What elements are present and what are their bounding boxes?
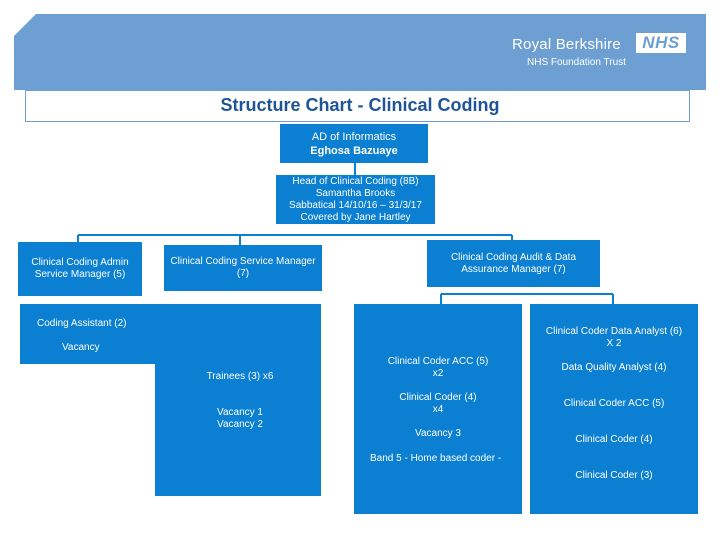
coder-acc-5-line2: x2 [432, 368, 444, 379]
head-name: Samantha Brooks [315, 187, 396, 199]
right-coder-4-label: Clinical Coder (4) [575, 434, 653, 445]
data-analyst-line1: Clinical Coder Data Analyst (6) [545, 326, 683, 337]
trainee-vacancy-2: Vacancy 2 [217, 419, 263, 430]
service-manager-box [164, 245, 322, 291]
coder-4-label [360, 392, 516, 416]
ad-role: AD of Informatics [311, 130, 397, 143]
vacancy-3-label: Vacancy 3 [415, 428, 461, 439]
head-cover: Covered by Jane Hartley [300, 211, 411, 223]
org-name: Royal Berkshire [512, 36, 621, 53]
trainee-vacancy-1: Vacancy 1 [217, 407, 263, 418]
audit-manager-box [427, 240, 600, 287]
admin-service-manager-box [18, 242, 142, 296]
head-sabbatical: Sabbatical 14/10/16 – 31/3/17 [289, 199, 422, 211]
band-5-label: Band 5 - Home based coder - [370, 453, 502, 464]
head-of-clinical-coding-box [276, 175, 435, 224]
nhs-logo-badge: NHS [636, 33, 686, 53]
dq-analyst-label: Data Quality Analyst (4) [561, 362, 667, 373]
coding-assistant-block [20, 304, 321, 364]
admin-manager-line2: Service Manager (5) [34, 269, 126, 280]
head-title: Head of Clinical Coding (8B) [292, 175, 419, 187]
org-subtitle: NHS Foundation Trust [527, 57, 626, 68]
coder-acc-5-line1: Clinical Coder ACC (5) [387, 356, 489, 367]
trainees-label: Trainees (3) x6 [206, 371, 274, 382]
coding-assistant-label: Coding Assistant (2) [37, 318, 127, 329]
audit-manager-line1: Clinical Coding Audit & Data [450, 251, 577, 263]
coder-4-line1: Clinical Coder (4) [399, 392, 477, 403]
coder-4-line2: x4 [432, 404, 444, 415]
data-analyst-line2: X 2 [606, 338, 622, 349]
right-coder-acc-label: Clinical Coder ACC (5) [563, 398, 665, 409]
service-manager-line2: (7) [236, 268, 250, 279]
audit-manager-line2: Assurance Manager (7) [461, 263, 566, 275]
admin-manager-line1: Clinical Coding Admin [31, 257, 129, 268]
coder-acc-5-label [360, 356, 516, 380]
data-analyst-label [532, 326, 696, 350]
service-manager-line1: Clinical Coding Service Manager [170, 256, 316, 267]
right-coder-3-label: Clinical Coder (3) [575, 470, 653, 481]
ad-name: Eghosa Bazuaye [310, 144, 398, 157]
ad-informatics-box [280, 124, 428, 163]
vacancy-label: Vacancy [62, 342, 100, 353]
page-title: Structure Chart - Clinical Coding [220, 95, 500, 115]
